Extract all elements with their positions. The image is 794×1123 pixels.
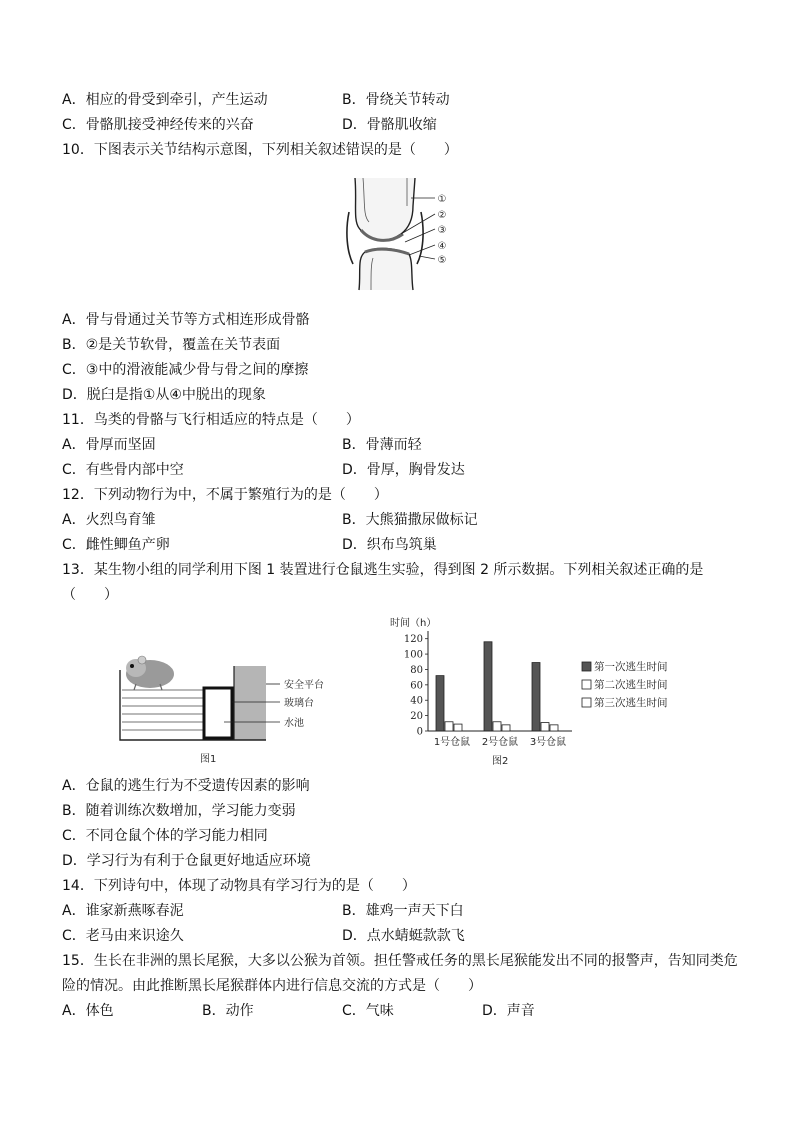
q14-option-b: B．雄鸡一声天下白 bbox=[342, 903, 464, 919]
bar-2-3 bbox=[502, 725, 510, 731]
legend-swatch bbox=[582, 698, 591, 707]
q9-option-b: B．骨绕关节转动 bbox=[342, 92, 450, 108]
q13-option-d: D．学习行为有利于仓鼠更好地适应环境 bbox=[62, 853, 311, 869]
q15-option-c: C．气味 bbox=[342, 1003, 394, 1019]
legend-label: 第三次逃生时间 bbox=[594, 697, 668, 709]
joint-structure-diagram bbox=[343, 172, 451, 296]
q13-option-a: A．仓鼠的逃生行为不受遗传因素的影响 bbox=[62, 778, 310, 794]
q15-option-b: B．动作 bbox=[202, 1003, 254, 1019]
q9-option-d: D．骨骼肌收缩 bbox=[342, 117, 437, 133]
glass-platform bbox=[204, 688, 232, 738]
q11-option-d: D．骨厚，胸骨发达 bbox=[342, 462, 465, 478]
safety-platform bbox=[234, 666, 266, 740]
q10-option-c: C．③中的滑液能减少骨与骨之间的摩擦 bbox=[62, 362, 309, 378]
fig2-caption: 图2 bbox=[492, 756, 509, 767]
q10-stem: 10．下图表示关节结构示意图，下列相关叙述错误的是（ ） bbox=[62, 142, 458, 158]
fig-label-3: ③ bbox=[437, 225, 447, 236]
fig-label-4: ④ bbox=[437, 241, 447, 252]
x-category-label: 1号仓鼠 bbox=[433, 737, 471, 748]
bar-3-1 bbox=[532, 663, 540, 731]
fig-label-1: ① bbox=[437, 194, 447, 205]
fig-label-5: ⑤ bbox=[437, 255, 447, 266]
bar-1-1 bbox=[436, 676, 444, 731]
q10-option-a: A．骨与骨通过关节等方式相连形成骨骼 bbox=[62, 312, 310, 328]
q11-option-c: C．有些骨内部中空 bbox=[62, 462, 184, 478]
fig-label-2: ② bbox=[437, 210, 447, 221]
y-tick-label: 120 bbox=[403, 634, 423, 646]
x-category-label: 2号仓鼠 bbox=[481, 737, 519, 748]
label-pool: 水池 bbox=[284, 718, 304, 729]
legend-label: 第一次逃生时间 bbox=[594, 661, 668, 673]
q15-stem-line1: 15．生长在非洲的黑长尾猴，大多以公猴为首领。担任警戒任务的黑长尾猴能发出不同的报警声，告知同类危 bbox=[62, 953, 738, 969]
legend-swatch bbox=[582, 662, 591, 671]
bar-1-2 bbox=[445, 722, 453, 731]
q15-stem-line2: 险的情况。由此推断黑长尾猴群体内进行信息交流的方式是（ ） bbox=[62, 978, 482, 994]
chart-ylabel: 时间（h） bbox=[390, 618, 437, 629]
q12-option-c: C．雌性鲫鱼产卵 bbox=[62, 537, 170, 553]
fig1-caption: 图1 bbox=[200, 754, 217, 765]
hamster-icon bbox=[126, 656, 174, 690]
label-glass-platform: 玻璃台 bbox=[284, 698, 314, 709]
y-tick-label: 60 bbox=[410, 680, 423, 692]
bar-2-1 bbox=[484, 642, 492, 731]
bar-3-2 bbox=[541, 723, 549, 731]
y-tick-label: 0 bbox=[416, 726, 423, 738]
q11-stem: 11．鸟类的骨骼与飞行相适应的特点是（ ） bbox=[62, 412, 360, 428]
q13-option-b: B．随着训练次数增加，学习能力变弱 bbox=[62, 803, 296, 819]
label-safety-platform: 安全平台 bbox=[284, 680, 324, 691]
escape-apparatus-figure bbox=[112, 650, 372, 768]
bar-2-2 bbox=[493, 722, 501, 731]
q14-option-d: D．点水蜻蜓款款飞 bbox=[342, 928, 465, 944]
legend-swatch bbox=[582, 680, 591, 689]
q14-option-a: A．谁家新燕啄春泥 bbox=[62, 903, 184, 919]
legend-label: 第二次逃生时间 bbox=[594, 679, 668, 691]
y-tick-label: 80 bbox=[410, 664, 423, 676]
bar-1-3 bbox=[454, 724, 462, 731]
y-tick-label: 40 bbox=[410, 695, 423, 707]
q12-option-b: B．大熊猫撒尿做标记 bbox=[342, 512, 478, 528]
escape-time-bar-chart bbox=[382, 608, 712, 770]
y-tick-label: 20 bbox=[410, 711, 423, 723]
q9-option-c: C．骨骼肌接受神经传来的兴奋 bbox=[62, 117, 254, 133]
q15-option-a: A．体色 bbox=[62, 1003, 114, 1019]
q12-option-d: D．织布鸟筑巢 bbox=[342, 537, 437, 553]
q13-option-c: C．不同仓鼠个体的学习能力相同 bbox=[62, 828, 268, 844]
bar-3-3 bbox=[550, 725, 558, 731]
q12-option-a: A．火烈鸟育雏 bbox=[62, 512, 156, 528]
q15-option-d: D．声音 bbox=[482, 1003, 535, 1019]
q11-option-a: A．骨厚而坚固 bbox=[62, 437, 156, 453]
q10-option-b: B．②是关节软骨，覆盖在关节表面 bbox=[62, 337, 281, 353]
q10-option-d: D．脱臼是指①从④中脱出的现象 bbox=[62, 387, 266, 403]
q12-stem: 12．下列动物行为中，不属于繁殖行为的是（ ） bbox=[62, 487, 388, 503]
q14-stem: 14．下列诗句中，体现了动物具有学习行为的是（ ） bbox=[62, 878, 416, 894]
q11-option-b: B．骨薄而轻 bbox=[342, 437, 422, 453]
q13-stem-line1: 13．某生物小组的同学利用下图 1 装置进行仓鼠逃生实验，得到图 2 所示数据。下列相关叙述正确的是 bbox=[62, 562, 704, 578]
q13-stem-line2: （ ） bbox=[62, 587, 118, 603]
x-category-label: 3号仓鼠 bbox=[529, 737, 567, 748]
q14-option-c: C．老马由来识途久 bbox=[62, 928, 184, 944]
y-tick-label: 100 bbox=[403, 649, 423, 661]
q9-option-a: A．相应的骨受到牵引，产生运动 bbox=[62, 92, 268, 108]
